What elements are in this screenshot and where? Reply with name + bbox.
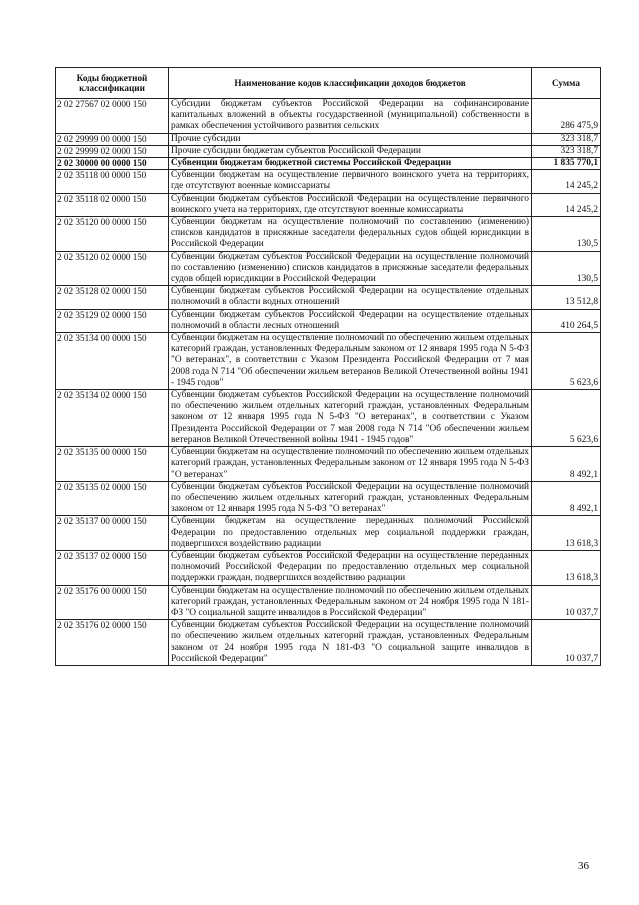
cell-code: 2 02 35137 00 0000 150 <box>56 516 169 551</box>
cell-name: Субвенции бюджетам субъектов Российской Федерации на осуществление переданных полномочий Российской Федерации по предоставлению отдельных мер социальной поддержки граждан, подвергшихся воздействию радиации <box>169 550 532 585</box>
cell-sum: 10 037,7 <box>532 585 601 620</box>
cell-code: 2 02 29999 00 0000 150 <box>56 133 169 145</box>
table-row <box>56 447 601 482</box>
header-sum: Сумма <box>532 68 601 99</box>
cell-sum: 14 245,2 <box>532 170 601 193</box>
cell-name: Субсидии бюджетам субъектов Российской Федерации на софинансирование капитальных вложений в объекты государственной (муниципальной) собственности в рамках обеспечения устойчивого развития сельских <box>169 99 532 134</box>
header-code: Коды бюджетной классификации <box>56 68 169 99</box>
cell-name: Прочие субсидии бюджетам субъектов Российской Федерации <box>169 145 532 157</box>
header-name: Наименование кодов классификации доходов бюджетов <box>169 68 532 99</box>
cell-name: Субвенции бюджетам субъектов Российской Федерации на осуществление полномочий по обеспечению жильем отдельных категорий граждан, установленных Федеральным законом от 24 ноября 1995 года N 181-ФЗ "О социальной защите инвалидов в Российской Федерации" <box>169 620 532 666</box>
cell-code: 2 02 35128 02 0000 150 <box>56 286 169 309</box>
table-row <box>56 286 601 309</box>
cell-sum: 5 623,6 <box>532 333 601 390</box>
cell-sum: 8 492,1 <box>532 481 601 516</box>
cell-name: Прочие субсидии <box>169 133 532 145</box>
table-row <box>56 158 601 170</box>
cell-sum: 1 835 770,1 <box>532 158 601 170</box>
cell-sum: 410 264,5 <box>532 309 601 332</box>
cell-sum: 13 618,3 <box>532 550 601 585</box>
cell-code: 2 02 35134 02 0000 150 <box>56 390 169 447</box>
cell-name: Субвенции бюджетам субъектов Российской Федерации на осуществление полномочий по составлению (изменению) списков кандидатов в присяжные заседатели федеральных судов общей юрисдикции в Российской Федерации <box>169 251 532 286</box>
cell-code: 2 02 35120 00 0000 150 <box>56 217 169 252</box>
cell-name: Субвенции бюджетам на осуществление полномочий по обеспечению жильем отдельных категорий граждан, установленных Федеральным законом от 12 января 1995 года N 5-ФЗ "О ветеранах" <box>169 447 532 482</box>
cell-name: Субвенции бюджетам на осуществление полномочий по обеспечению жильем отдельных категорий граждан, установленных Федеральным законом от 12 января 1995 года N 5-ФЗ "О ветеранах", в соответствии с Указом Президента Российской Федерации от 7 мая 2008 года N 714 "Об обеспечении жильем ветеранов Великой Отечественной войны 1941 - 1945 годов" <box>169 333 532 390</box>
cell-sum: 323 318,7 <box>532 133 601 145</box>
table-row <box>56 309 601 332</box>
cell-code: 2 02 29999 02 0000 150 <box>56 145 169 157</box>
cell-sum: 14 245,2 <box>532 193 601 216</box>
cell-code: 2 02 35135 02 0000 150 <box>56 481 169 516</box>
table-header-row <box>56 68 601 99</box>
cell-code: 2 02 30000 00 0000 150 <box>56 158 169 170</box>
table-row <box>56 193 601 216</box>
cell-code: 2 02 35118 00 0000 150 <box>56 170 169 193</box>
cell-sum: 130,5 <box>532 217 601 252</box>
cell-name: Субвенции бюджетам субъектов Российской Федерации на осуществление полномочий по обеспечению жильем отдельных категорий граждан, установленных Федеральным законом от 12 января 1995 года N 5-ФЗ "О ветеранах" <box>169 481 532 516</box>
table-row <box>56 585 601 620</box>
cell-name: Субвенции бюджетам на осуществление первичного воинского учета на территориях, где отсутствуют военные комиссариаты <box>169 170 532 193</box>
table-row <box>56 333 601 390</box>
table-row <box>56 620 601 666</box>
cell-code: 2 02 35137 02 0000 150 <box>56 550 169 585</box>
cell-name: Субвенции бюджетам субъектов Российской Федерации на осуществление полномочий по обеспечению жильем отдельных категорий граждан, установленных Федеральным законом от 12 января 1995 года N 5-ФЗ "О ветеранах", в соответствии с Указом Президента Российской Федерации от 7 мая 2008 года N 714 "Об обеспечении жильем ветеранов Великой Отечественной войны 1941 - 1945 годов" <box>169 390 532 447</box>
table-row <box>56 145 601 157</box>
cell-name: Субвенции бюджетам на осуществление переданных полномочий Российской Федерации по предоставлению отдельных мер социальной поддержки граждан, подвергшихся воздействию радиации <box>169 516 532 551</box>
cell-sum: 5 623,6 <box>532 390 601 447</box>
cell-sum: 13 512,8 <box>532 286 601 309</box>
cell-name: Субвенции бюджетам субъектов Российской Федерации на осуществление отдельных полномочий в области водных отношений <box>169 286 532 309</box>
cell-code: 2 02 35120 02 0000 150 <box>56 251 169 286</box>
table-row <box>56 251 601 286</box>
table-row <box>56 170 601 193</box>
cell-sum: 130,5 <box>532 251 601 286</box>
cell-code: 2 02 35176 02 0000 150 <box>56 620 169 666</box>
table-row <box>56 99 601 134</box>
table-row <box>56 133 601 145</box>
table-row <box>56 217 601 252</box>
cell-sum: 10 037,7 <box>532 620 601 666</box>
table-row <box>56 390 601 447</box>
page-number: 36 <box>578 860 589 872</box>
cell-sum: 8 492,1 <box>532 447 601 482</box>
cell-code: 2 02 35129 02 0000 150 <box>56 309 169 332</box>
cell-code: 2 02 35118 02 0000 150 <box>56 193 169 216</box>
cell-name: Субвенции бюджетам субъектов Российской Федерации на осуществление отдельных полномочий в области лесных отношений <box>169 309 532 332</box>
table-body <box>56 99 601 666</box>
budget-classification-table <box>55 67 601 666</box>
table-row <box>56 516 601 551</box>
cell-code: 2 02 27567 02 0000 150 <box>56 99 169 134</box>
table-row <box>56 481 601 516</box>
cell-sum: 286 475,9 <box>532 99 601 134</box>
cell-name: Субвенции бюджетам на осуществление полномочий по обеспечению жильем отдельных категорий граждан, установленных Федеральным законом от 24 ноября 1995 года N 181-ФЗ "О социальной защите инвалидов в Российской Федерации" <box>169 585 532 620</box>
cell-name: Субвенции бюджетам субъектов Российской Федерации на осуществление первичного воинского учета на территориях, где отсутствуют военные комиссариаты <box>169 193 532 216</box>
cell-code: 2 02 35176 00 0000 150 <box>56 585 169 620</box>
cell-code: 2 02 35135 00 0000 150 <box>56 447 169 482</box>
cell-name: Субвенции бюджетам бюджетной системы Российской Федерации <box>169 158 532 170</box>
cell-name: Субвенции бюджетам на осуществление полномочий по составлению (изменению) списков кандидатов в присяжные заседатели федеральных судов общей юрисдикции в Российской Федерации <box>169 217 532 252</box>
cell-sum: 323 318,7 <box>532 145 601 157</box>
cell-sum: 13 618,3 <box>532 516 601 551</box>
cell-code: 2 02 35134 00 0000 150 <box>56 333 169 390</box>
table-row <box>56 550 601 585</box>
